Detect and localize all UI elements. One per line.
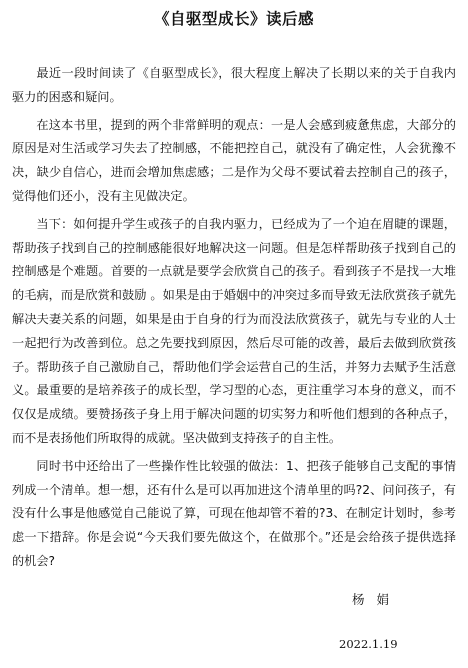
document-title: 《自驱型成长》读后感 [153,10,314,28]
paragraph-practices: 同时书中还给出了一些操作性比较强的做法：1、把孩子能够自己支配的事情列成一个清单。想一想，还有什么是可以再加进这个清单里的吗?2、问问孩子，有没有什么事是他感觉自己能说了算，可现在他却管不着的?3、在制定计划时，参考虑一下措辞。你是会说“今天我们要先做这个，在做那个。”还是会给孩子提供选择的机会? [12,458,456,568]
author-signature: 杨娟 [352,592,402,607]
document-date: 2022.1.19 [339,637,398,651]
paragraph-viewpoints: 在这本书里，提到的两个非常鲜明的观点：一是人会感到疲惫焦虑，大部分的原因是对生活或学习失去了控制感，不能把控自己，就没有了确定性，人会犹豫不决，缺少自信心，进而会增加焦虑感；二是作为父母不要试着去控制自己的孩子，觉得他们还小，没有主见做决定。 [12,117,456,203]
paragraph-intro: 最近一段时间读了《自驱型成长》，很大程度上解决了长期以来的关于自我内驱力的困惑和疑问。 [12,66,456,104]
document-body [12,62,456,578]
paragraph-methods: 当下：如何提升学生或孩子的自我内驱力，已经成为了一个迫在眉睫的课题，帮助孩子找到自己的控制感能很好地解决这一问题。但是怎样帮助孩子找到自己的控制感是个难题。首要的一点就是要学会欣赏自己的孩子。看到孩子不是找一大堆的毛病，而是欣赏和鼓励 。如果是由于婚姻中的冲突过多而导致无法欣赏孩子就先解决夫妻关系的问题，如果是由于自身的行为而没法欣赏孩子，就先与专业的人士一起把行为改善到位。总之先要找到原因，然后尽可能的改善，最后去做到欣赏孩子。帮助孩子自己激励自己，帮助他们学会运营自己的生活，并努力去赋予生活意义。最重要的是培养孩子的成长型，学习型的心态，更注重学习本身的意义，而不仅仅是成绩。要赞扬孩子身上用于解决问题的切实努力和听他们想到的各种点子，而不是表扬他们所取得的成就。坚决做到支持孩子的自主性。 [12,216,456,445]
